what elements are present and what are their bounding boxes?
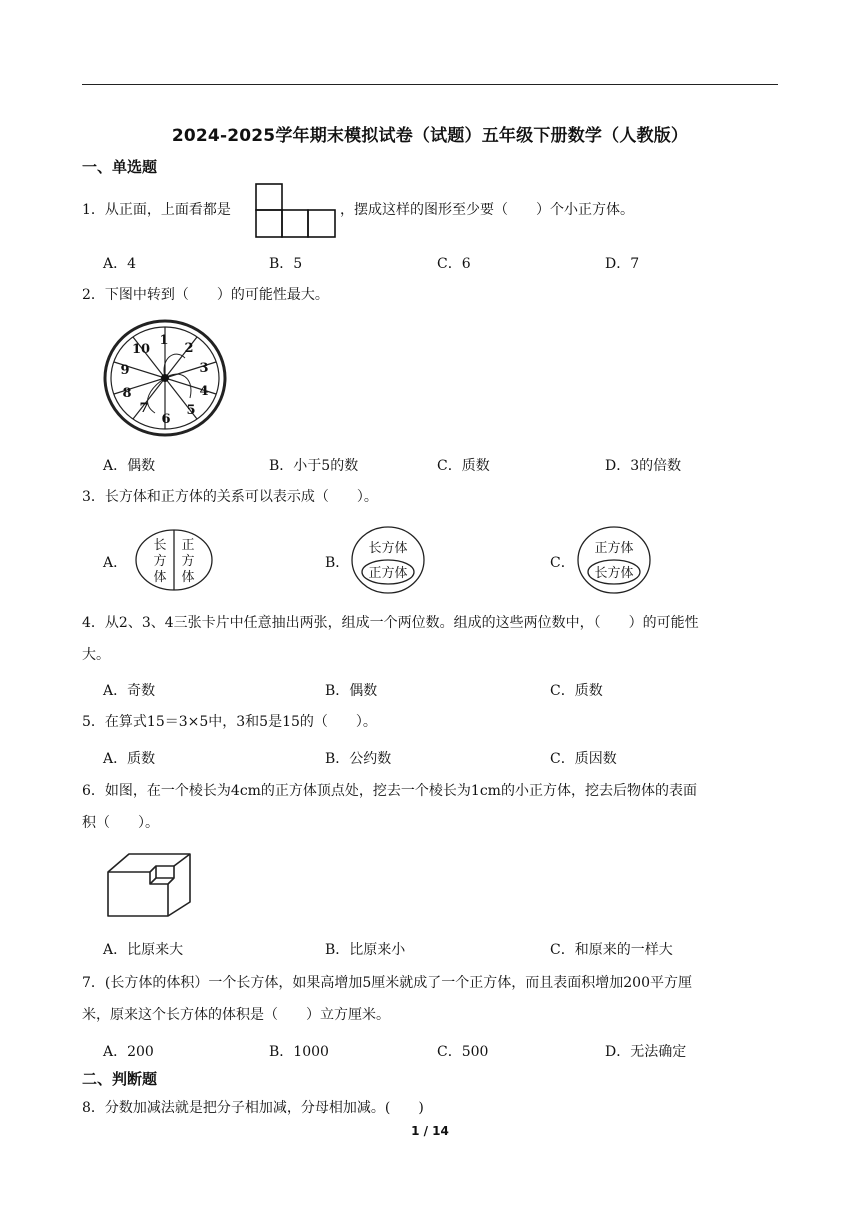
diagram-a-right-char-3: 体 — [181, 570, 195, 585]
diagram-a-left-char-2: 方 — [153, 554, 167, 569]
wheel-number-10: 10 — [131, 342, 151, 357]
diagram-c-inner-label: 长方体 — [594, 566, 634, 581]
question-1-option-b[interactable]: B．5 — [269, 256, 303, 272]
wheel-number-4: 4 — [199, 384, 209, 399]
question-6-line-1: 6．如图，在一个棱长为4cm的正方体顶点处，挖去一个棱长为1cm的小正方体，挖去后物体的表面 — [82, 783, 697, 799]
question-3-option-a[interactable]: A． — [103, 555, 128, 571]
wheel-number-1: 1 — [159, 333, 169, 348]
question-1-option-c[interactable]: C．6 — [437, 256, 471, 272]
question-2-option-b[interactable]: B．小于5的数 — [269, 458, 359, 474]
diagram-c-outer-label: 正方体 — [594, 541, 634, 556]
page-number: 1 / 14 — [411, 1124, 449, 1138]
question-3-option-b[interactable]: B． — [325, 555, 350, 571]
wheel-number-5: 5 — [186, 403, 196, 418]
diagram-b-inner-label: 正方体 — [368, 566, 408, 581]
question-4-line-2: 大。 — [82, 647, 110, 663]
section-heading-single-choice: 一、单选题 — [82, 158, 158, 176]
question-4-option-b[interactable]: B．偶数 — [325, 683, 378, 699]
wheel-number-8: 8 — [122, 386, 132, 401]
page-title: 2024-2025学年期末模拟试卷（试题）五年级下册数学（人教版） — [171, 126, 689, 146]
wheel-number-2: 2 — [184, 341, 194, 356]
question-2-option-d[interactable]: D．3的倍数 — [605, 458, 682, 474]
wheel-number-6: 6 — [161, 412, 171, 427]
question-3-option-c[interactable]: C． — [550, 555, 575, 571]
wheel-number-9: 9 — [120, 363, 130, 378]
wheel-number-3: 3 — [199, 361, 209, 376]
question-5-text: 5．在算式15＝3×5中，3和5是15的（ ）。 — [82, 714, 377, 730]
question-6-cube-figure — [104, 850, 194, 920]
question-5-option-c[interactable]: C．质因数 — [550, 751, 617, 767]
question-7-option-b[interactable]: B．1000 — [269, 1044, 329, 1060]
question-4-line-1: 4．从2、3、4三张卡片中任意抽出两张，组成一个两位数。组成的这些两位数中，（ ）的可能性 — [82, 615, 699, 631]
question-2-spinner-wheel — [100, 318, 232, 440]
question-4-option-a[interactable]: A．奇数 — [103, 683, 156, 699]
question-1-text-before: 1．从正面，上面看都是 — [82, 202, 231, 218]
question-3-diagram-a — [134, 527, 216, 593]
question-1-option-a[interactable]: A．4 — [103, 256, 137, 272]
question-3-text: 3．长方体和正方体的关系可以表示成（ ）。 — [82, 489, 378, 505]
question-5-option-b[interactable]: B．公约数 — [325, 751, 392, 767]
question-7-option-c[interactable]: C．500 — [437, 1044, 489, 1060]
question-4-option-c[interactable]: C．质数 — [550, 683, 603, 699]
question-6-option-c[interactable]: C．和原来的一样大 — [550, 942, 673, 958]
diagram-a-left-char-1: 长 — [153, 538, 167, 553]
question-2-text: 2．下图中转到（ ）的可能性最大。 — [82, 287, 329, 303]
question-1-text-after-wrap — [340, 194, 780, 226]
question-7-option-d[interactable]: D．无法确定 — [605, 1044, 687, 1060]
diagram-a-right-char-1: 正 — [181, 538, 195, 553]
question-1-option-d[interactable]: D．7 — [605, 256, 640, 272]
diagram-a-left-char-3: 体 — [153, 570, 167, 585]
question-7-line-2: 米，原来这个长方体的体积是（ ）立方厘米。 — [82, 1007, 390, 1023]
question-6-line-2: 积（ ）。 — [82, 815, 159, 831]
question-6-option-b[interactable]: B．比原来小 — [325, 942, 406, 958]
question-7-option-a[interactable]: A．200 — [103, 1044, 154, 1060]
diagram-b-outer-label: 长方体 — [368, 541, 408, 556]
question-8-text: 8．分数加减法就是把分子相加减，分母相加减。( ) — [82, 1100, 424, 1116]
question-5-option-a[interactable]: A．质数 — [103, 751, 156, 767]
question-2-option-a[interactable]: A．偶数 — [103, 458, 156, 474]
wheel-number-7: 7 — [139, 401, 149, 416]
diagram-a-right-char-2: 方 — [181, 554, 195, 569]
question-1-text-after: ，摆成这样的图形至少要（ ）个小正方体。 — [340, 202, 634, 218]
question-7-line-1: 7．(长方体的体积）一个长方体，如果高增加5厘米就成了一个正方体，而且表面积增加200平方厘 — [82, 975, 692, 991]
section-heading-true-false: 二、判断题 — [82, 1070, 158, 1088]
question-3-diagram-b — [350, 525, 428, 595]
question-6-option-a[interactable]: A．比原来大 — [103, 942, 184, 958]
question-3-diagram-c — [576, 525, 654, 595]
question-2-option-c[interactable]: C．质数 — [437, 458, 490, 474]
question-1-block-figure — [255, 183, 337, 239]
header-rule — [82, 84, 778, 85]
